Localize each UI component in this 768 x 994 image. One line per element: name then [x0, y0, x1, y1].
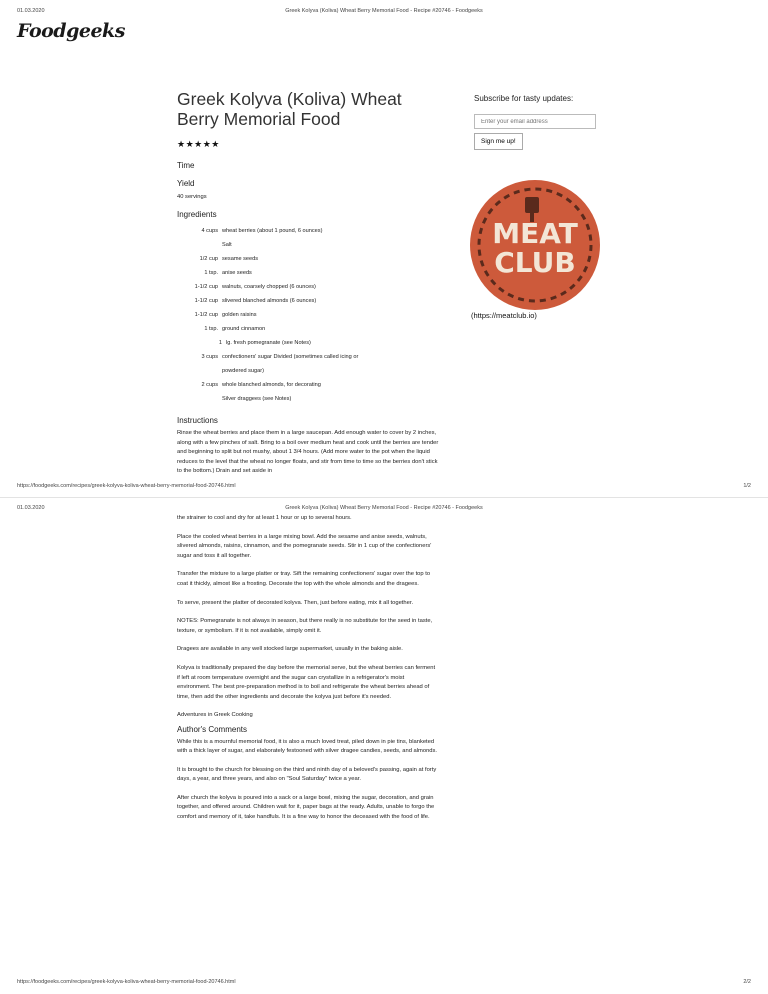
title-line-1: Greek Kolyva (Koliva) Wheat: [177, 89, 402, 109]
email-input[interactable]: [474, 114, 596, 129]
title-line-2: Berry Memorial Food: [177, 109, 341, 129]
ingredient-qty: 1: [218, 340, 222, 346]
ingredient-row: [170, 280, 400, 294]
ingredient-item: whole blanched almonds, for decorating: [222, 382, 321, 388]
ad-line-1: MEAT: [492, 217, 578, 250]
notes-paragraph: NOTES: Pomegranate is not always in season, but there really is no substitute for the seed in taste, texture, or symbolism. If it is not available, simply omit it.: [177, 618, 433, 634]
ingredient-row: [170, 336, 400, 350]
ingredient-item: lg. fresh pomegranate (see Notes): [226, 340, 311, 346]
ingredients-list: [170, 224, 400, 406]
comment-paragraph: While this is a mournful memorial food, it is also a much loved treat, piled down in pie tins, blanketed with a thick layer of sugar, and elaborately festooned with silver dragee candies, seeds, and almonds.: [177, 738, 438, 755]
ingredient-qty: [170, 392, 222, 406]
instruction-paragraph: Transfer the mixture to a large platter or tray. Sift the remaining confectioners' sugar over the top to coat it thickly, almost like a frosting. Decorate the top with the whole almonds and the dragees.: [177, 571, 431, 587]
ingredient-item: sesame seeds: [222, 256, 259, 262]
print-footer-page: 2/2: [743, 979, 751, 985]
rating-stars: ★★★★★: [177, 139, 220, 149]
meat-club-ad[interactable]: [469, 179, 601, 311]
print-date: 01.03.2020: [17, 8, 45, 14]
comment-paragraph: After church the kolyva is poured into a sack or a large bowl, mixing the sugar, decoration, and grain together, and offered around. Children wait for it, paper bags at the ready. Adults, unable to forgo the comfort and memory of it, take handfuls. It is a fine way to honor the deceased with the food of life.: [177, 794, 435, 821]
instructions-page1: Rinse the wheat berries and place them in a large saucepan. Add enough water to cover by 2 inches, along with a few pinches of salt. Bring to a boil over medium heat and cook until the berries are tender and beginning to split but not mushy, about 1 3/4 hours. (Add more water to the pot when the liquid reduces to the level that the wheat no longer floats, and stir from time to time so the berries don't stick to the bottom.) Drain and set aside in: [177, 430, 439, 475]
ingredient-row: [170, 322, 400, 336]
ingredient-qty: 1-1/2 cup: [194, 312, 218, 318]
signup-button[interactable]: Sign me up!: [474, 133, 523, 150]
ingredient-row: [170, 308, 400, 322]
ingredient-qty: 1-1/2 cup: [194, 298, 218, 304]
ingredient-row: [170, 378, 400, 392]
ingredient-qty: 1 tsp.: [204, 326, 218, 332]
source-credit: Adventures in Greek Cooking: [177, 712, 253, 719]
print-page-title: Greek Kolyva (Koliva) Wheat Berry Memorial Food - Recipe #20746 - Foodgeeks: [285, 8, 483, 14]
page-separator: [0, 497, 768, 498]
ingredient-item: golden raisins: [222, 312, 257, 318]
time-label: Time: [177, 161, 195, 170]
ingredient-qty: [170, 364, 222, 378]
print-date: 01.03.2020: [17, 505, 45, 511]
ingredients-label: Ingredients: [177, 210, 217, 219]
ingredient-row: [170, 294, 400, 308]
foodgeeks-logo[interactable]: Foodgeeks: [17, 20, 125, 42]
ingredient-item: slivered blanched almonds (6 ounces): [222, 298, 317, 304]
ingredient-item: wheat berries (about 1 pound, 6 ounces): [222, 228, 323, 234]
ingredient-row: [170, 238, 400, 252]
ingredient-qty: 2 cups: [201, 382, 218, 388]
ingredient-row: [170, 364, 400, 378]
ingredient-item: anise seeds: [222, 270, 252, 276]
instruction-paragraph: Place the cooled wheat berries in a large mixing bowl. Add the sesame and anise seeds, walnuts, slivered almonds, raisins, cinnamon, and the pomegranate seeds. Stir in 1 cup of the confectioners' sugar and toss it all together.: [177, 533, 432, 559]
ingredient-row: [170, 350, 400, 364]
ingredient-item: ground cinnamon: [222, 326, 266, 332]
ingredient-qty: 4 cups: [201, 228, 218, 234]
print-footer-page: 1/2: [743, 483, 751, 489]
ad-text: [469, 219, 601, 277]
ingredient-item: walnuts, coarsely chopped (6 ounces): [222, 284, 316, 290]
subscribe-heading: Subscribe for tasty updates:: [474, 94, 574, 103]
ingredient-qty: [170, 238, 222, 252]
authors-comments-label: Author's Comments: [177, 724, 247, 734]
ingredient-qty: 3 cups: [201, 354, 218, 360]
ingredient-row: [170, 392, 400, 406]
ad-link[interactable]: (https://meatclub.io): [471, 311, 537, 320]
yield-label: Yield: [177, 179, 195, 188]
instruction-paragraph: the strainer to cool and dry for at least 1 hour or up to several hours.: [177, 515, 352, 521]
print-footer-url: https://foodgeeks.com/recipes/greek-kolyva-koliva-wheat-berry-memorial-food-20746.html: [17, 483, 236, 489]
instructions-label: Instructions: [177, 416, 218, 425]
comment-paragraph: It is brought to the church for blessing on the third and ninth day of a beloved's passing, again at forty days, a year, and three years, and also on "Soul Saturday" twice a year.: [177, 766, 437, 783]
ingredient-row: [170, 266, 400, 280]
ingredient-row: [170, 224, 400, 238]
notes-paragraph: Dragees are available in any well stocked large supermarket, usually in the baking aisle.: [177, 646, 403, 653]
ad-line-2: CLUB: [494, 246, 576, 279]
ingredient-item: Silver draggees (see Notes): [222, 396, 292, 402]
ingredient-item: confectioners' sugar Divided (sometimes called icing or: [222, 354, 359, 360]
yield-value: 40 servings: [177, 194, 207, 200]
ingredient-qty: 1-1/2 cup: [194, 284, 218, 290]
ingredient-item: Salt: [222, 242, 232, 248]
ingredient-qty: 1/2 cup: [199, 256, 218, 262]
ingredient-item: powdered sugar): [222, 368, 264, 374]
print-page-title: Greek Kolyva (Koliva) Wheat Berry Memorial Food - Recipe #20746 - Foodgeeks: [285, 505, 483, 511]
instructions-page2: [177, 514, 439, 832]
ingredient-row: [170, 252, 400, 266]
instruction-paragraph: To serve, present the platter of decorated kolyva. Then, just before eating, mix it all together.: [177, 599, 414, 606]
ingredient-qty: 1 tsp.: [204, 270, 218, 276]
notes-paragraph: Kolyva is traditionally prepared the day before the memorial serve, but the wheat berries can ferment if left at room temperature overnight and the sugar can crystallize in a refrigerator's moist environment. The best pre-preparation method is to boil and refrigerate the wheat berries ahead of time, then add the other ingredients and decorate the kolyva just before it's needed.: [177, 664, 436, 700]
print-footer-url: https://foodgeeks.com/recipes/greek-kolyva-koliva-wheat-berry-memorial-food-20746.html: [17, 979, 236, 985]
recipe-title: [177, 89, 437, 129]
